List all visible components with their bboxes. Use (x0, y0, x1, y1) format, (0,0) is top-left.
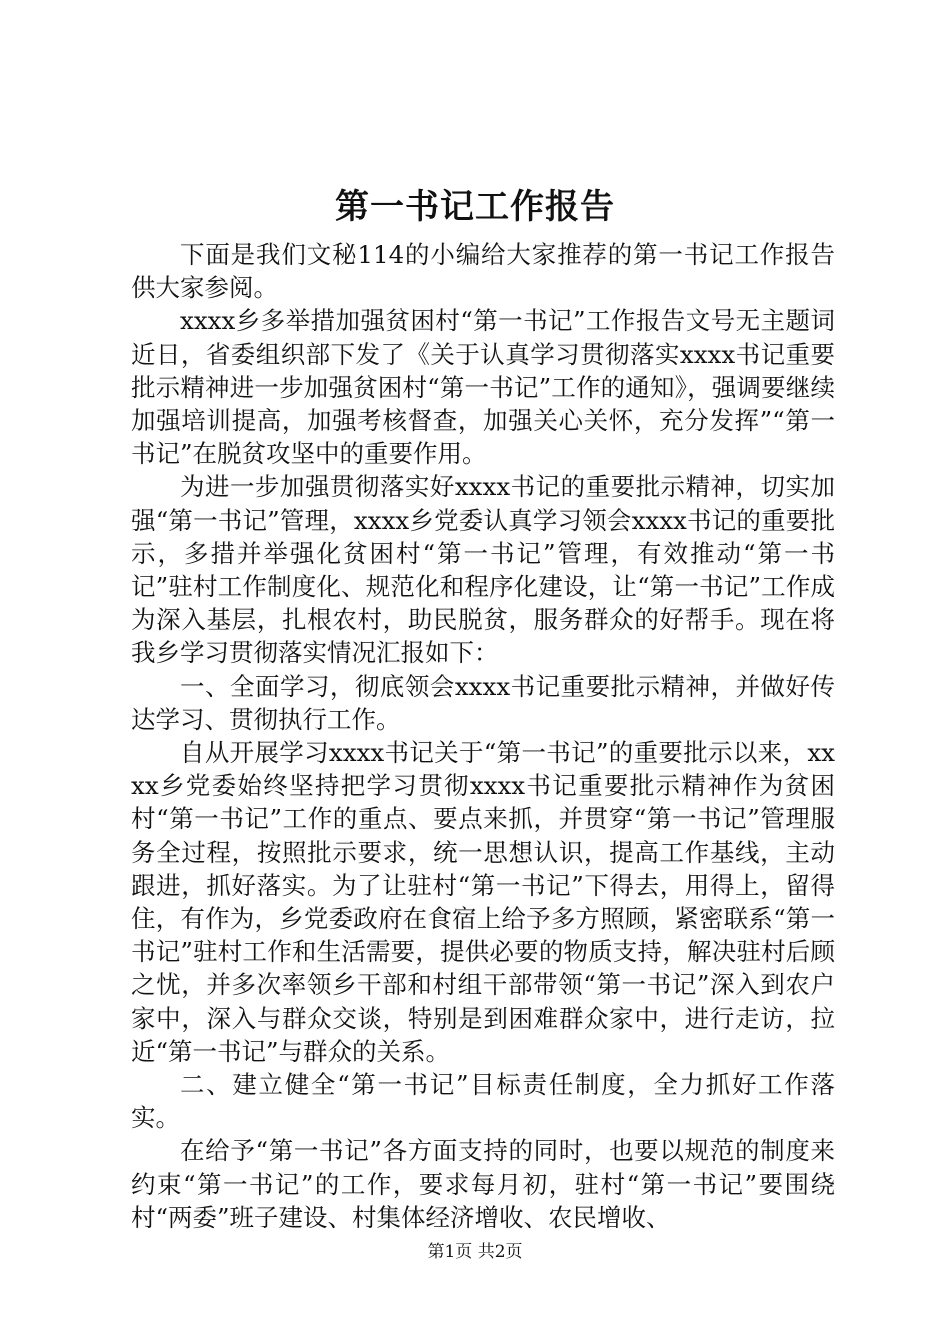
paragraph-study: 自从开展学习xxxx书记关于“第一书记”的重要批示以来，xxxx乡党委始终坚持把学习贯彻xxxx书记重要批示精神作为贫困村“第一书记”工作的重点、要点来抓，并贯穿“第一书记”管理服务全过程，按照批示要求，统一思想认识，提高工作基线，主动跟进，抓好落实。为了让驻村“第一书记”下得去，用得上，留得住，有作为，乡党委政府在食宿上给予多方照顾，紧密联系“第一书记”驻村工作和生活需要，提供必要的物质支持，解决驻村后顾之忧，并多次率领乡干部和村组干部带领“第一书记”深入到农户家中，深入与群众交谈，特别是到困难群众家中，进行走访，拉近“第一书记”与群众的关系。 (131, 738, 835, 1066)
paragraph-intro: 下面是我们文秘114的小编给大家推荐的第一书记工作报告供大家参阅。 (131, 240, 835, 303)
document-body (131, 238, 835, 1234)
section-heading-one: 一、全面学习，彻底领会xxxx书记重要批示精神，并做好传达学习、贯彻执行工作。 (131, 671, 835, 734)
page-number-footer: 第1页 共2页 (427, 1242, 523, 1262)
paragraph-notice: xxxx乡多举措加强贫困村“第一书记”工作报告文号无主题词近日，省委组织部下发了《关于认真学习贯彻落实xxxx书记重要批示精神进一步加强贫困村“第一书记”工作的通知》，强调要继续加强培训提高，加强考核督查，加强关心关怀，充分发挥”“第一书记”在脱贫攻坚中的重要作用。 (131, 306, 835, 469)
document-title: 第一书记工作报告 (335, 187, 615, 227)
paragraph-implementation: 为进一步加强贯彻落实好xxxx书记的重要批示精神，切实加强“第一书记”管理，xxxx乡党委认真学习领会xxxx书记的重要批示，多措并举强化贫困村“第一书记”管理，有效推动“第一书记”驻村工作制度化、规范化和程序化建设，让“第一书记”工作成为深入基层，扎根农村，助民脱贫，服务群众的好帮手。现在将我乡学习贯彻落实情况汇报如下： (131, 472, 835, 668)
paragraph-responsibility: 在给予“第一书记”各方面支持的同时，也要以规范的制度来约束“第一书记”的工作，要求每月初，驻村“第一书记”要围绕村“两委”班子建设、村集体经济增收、农民增收、 (131, 1136, 835, 1232)
section-heading-two: 二、建立健全“第一书记”目标责任制度，全力抓好工作落实。 (131, 1070, 835, 1133)
